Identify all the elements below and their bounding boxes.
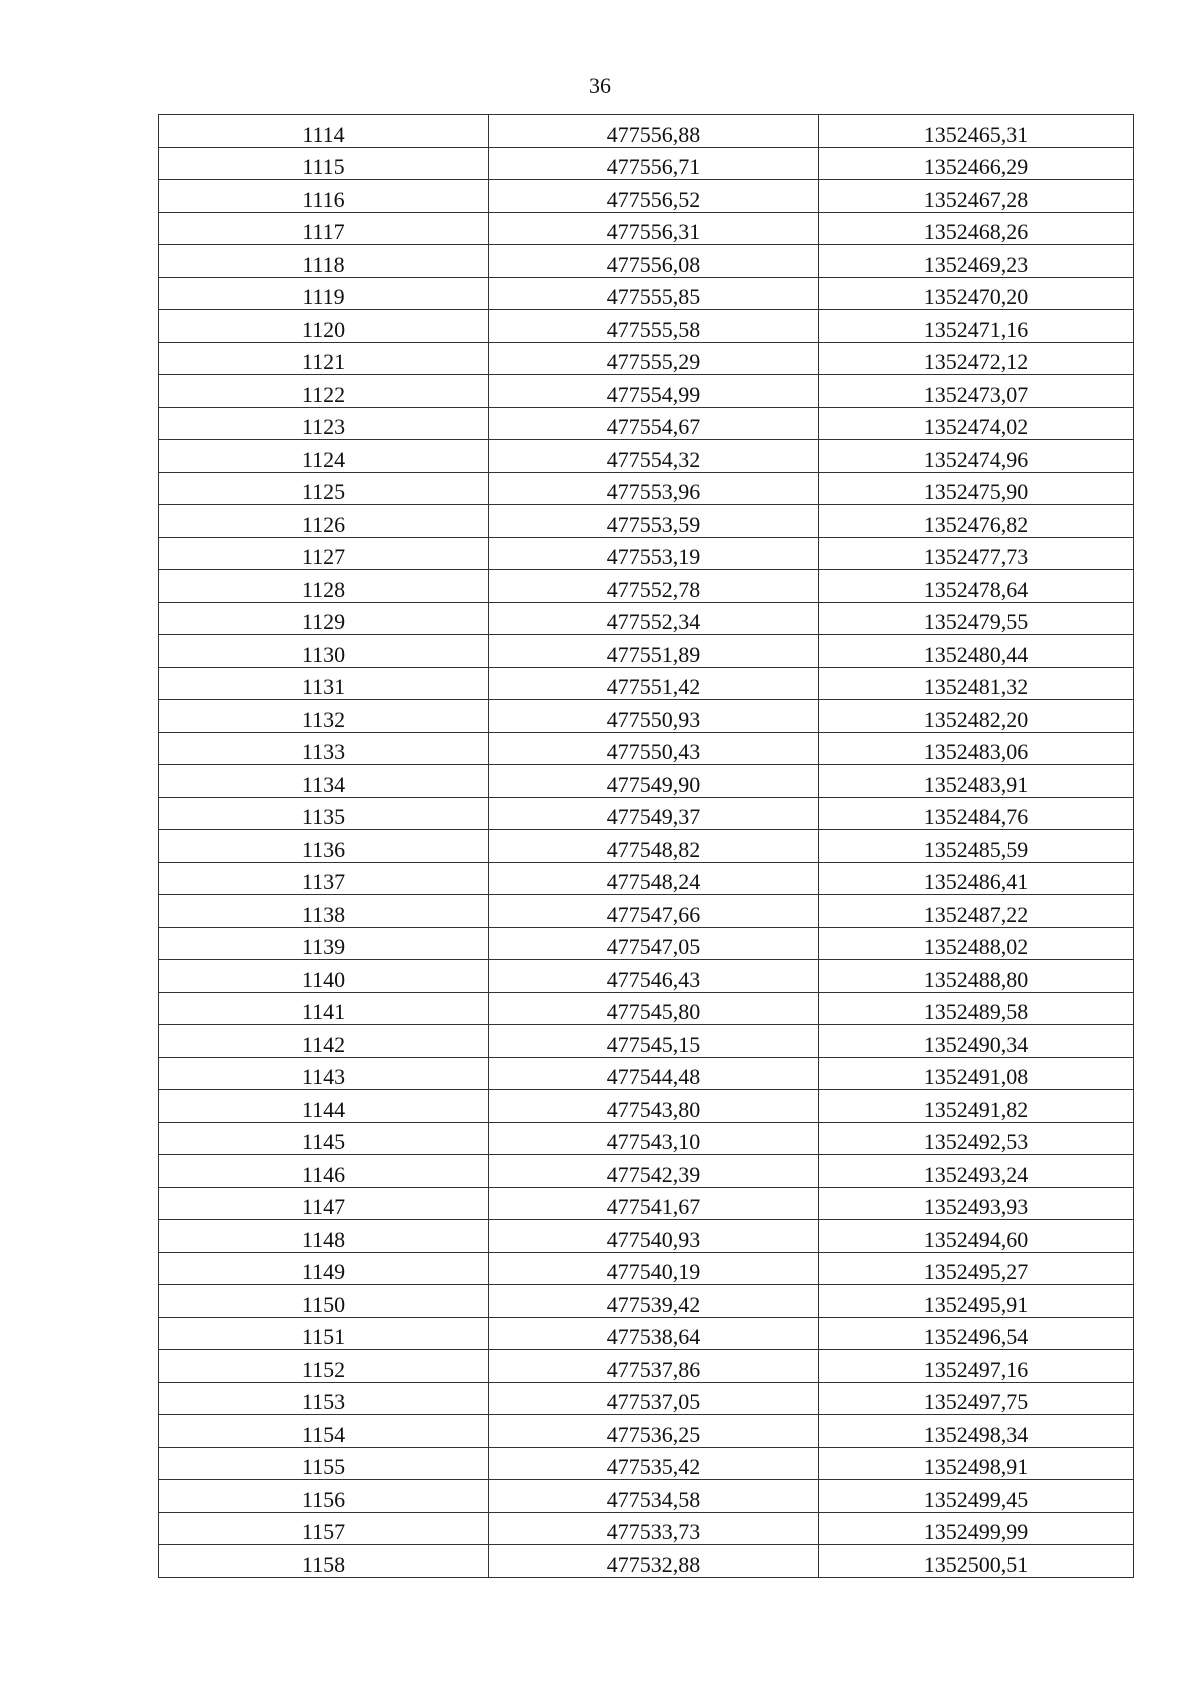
x-coordinate-cell: 477556,52 [489,180,819,213]
x-coordinate-cell: 477540,93 [489,1220,819,1253]
table-row [159,1122,1134,1155]
y-coordinate-cell: 1352485,59 [819,830,1134,863]
y-coordinate-cell: 1352499,99 [819,1512,1134,1545]
point-number-cell: 1145 [159,1122,489,1155]
point-number-cell: 1127 [159,537,489,570]
y-coordinate-cell: 1352465,31 [819,115,1134,148]
x-coordinate-cell: 477536,25 [489,1415,819,1448]
x-coordinate-cell: 477540,19 [489,1252,819,1285]
x-coordinate-cell: 477548,24 [489,862,819,895]
point-number-cell: 1124 [159,440,489,473]
page-number: 36 [589,73,611,98]
point-number-cell: 1123 [159,407,489,440]
point-number-cell: 1138 [159,895,489,928]
y-coordinate-cell: 1352491,82 [819,1090,1134,1123]
x-coordinate-cell: 477547,05 [489,927,819,960]
table-row [159,732,1134,765]
point-number-cell: 1134 [159,765,489,798]
x-coordinate-cell: 477556,71 [489,147,819,180]
table-row [159,147,1134,180]
y-coordinate-cell: 1352493,93 [819,1187,1134,1220]
point-number-cell: 1129 [159,602,489,635]
y-coordinate-cell: 1352469,23 [819,245,1134,278]
y-coordinate-cell: 1352479,55 [819,602,1134,635]
table-row [159,797,1134,830]
x-coordinate-cell: 477546,43 [489,960,819,993]
y-coordinate-cell: 1352494,60 [819,1220,1134,1253]
x-coordinate-cell: 477556,08 [489,245,819,278]
point-number-cell: 1144 [159,1090,489,1123]
coordinates-table-body [159,115,1134,1578]
point-number-cell: 1143 [159,1057,489,1090]
x-coordinate-cell: 477551,89 [489,635,819,668]
y-coordinate-cell: 1352488,02 [819,927,1134,960]
point-number-cell: 1135 [159,797,489,830]
x-coordinate-cell: 477549,90 [489,765,819,798]
y-coordinate-cell: 1352466,29 [819,147,1134,180]
x-coordinate-cell: 477554,67 [489,407,819,440]
table-row [159,895,1134,928]
x-coordinate-cell: 477532,88 [489,1545,819,1578]
table-row [159,212,1134,245]
y-coordinate-cell: 1352500,51 [819,1545,1134,1578]
table-row [159,830,1134,863]
table-row [159,700,1134,733]
y-coordinate-cell: 1352497,16 [819,1350,1134,1383]
x-coordinate-cell: 477544,48 [489,1057,819,1090]
table-row [159,342,1134,375]
x-coordinate-cell: 477550,43 [489,732,819,765]
table-row [159,1545,1134,1578]
x-coordinate-cell: 477534,58 [489,1480,819,1513]
table-row [159,1512,1134,1545]
table-row [159,667,1134,700]
table-row [159,960,1134,993]
table-row [159,635,1134,668]
y-coordinate-cell: 1352471,16 [819,310,1134,343]
table-row [159,180,1134,213]
point-number-cell: 1153 [159,1382,489,1415]
y-coordinate-cell: 1352481,32 [819,667,1134,700]
y-coordinate-cell: 1352492,53 [819,1122,1134,1155]
y-coordinate-cell: 1352498,34 [819,1415,1134,1448]
point-number-cell: 1139 [159,927,489,960]
point-number-cell: 1140 [159,960,489,993]
y-coordinate-cell: 1352493,24 [819,1155,1134,1188]
y-coordinate-cell: 1352486,41 [819,862,1134,895]
y-coordinate-cell: 1352483,91 [819,765,1134,798]
x-coordinate-cell: 477535,42 [489,1447,819,1480]
y-coordinate-cell: 1352491,08 [819,1057,1134,1090]
x-coordinate-cell: 477555,58 [489,310,819,343]
y-coordinate-cell: 1352499,45 [819,1480,1134,1513]
y-coordinate-cell: 1352472,12 [819,342,1134,375]
point-number-cell: 1121 [159,342,489,375]
point-number-cell: 1147 [159,1187,489,1220]
table-row [159,927,1134,960]
table-row [159,992,1134,1025]
table-row [159,1155,1134,1188]
x-coordinate-cell: 477555,29 [489,342,819,375]
table-row [159,1252,1134,1285]
x-coordinate-cell: 477553,96 [489,472,819,505]
point-number-cell: 1115 [159,147,489,180]
y-coordinate-cell: 1352467,28 [819,180,1134,213]
x-coordinate-cell: 477552,78 [489,570,819,603]
y-coordinate-cell: 1352488,80 [819,960,1134,993]
y-coordinate-cell: 1352475,90 [819,472,1134,505]
point-number-cell: 1126 [159,505,489,538]
x-coordinate-cell: 477547,66 [489,895,819,928]
y-coordinate-cell: 1352489,58 [819,992,1134,1025]
point-number-cell: 1152 [159,1350,489,1383]
y-coordinate-cell: 1352482,20 [819,700,1134,733]
x-coordinate-cell: 477548,82 [489,830,819,863]
table-row [159,407,1134,440]
table-row [159,472,1134,505]
table-row [159,1057,1134,1090]
x-coordinate-cell: 477554,99 [489,375,819,408]
x-coordinate-cell: 477545,15 [489,1025,819,1058]
table-row [159,1447,1134,1480]
x-coordinate-cell: 477541,67 [489,1187,819,1220]
x-coordinate-cell: 477545,80 [489,992,819,1025]
x-coordinate-cell: 477533,73 [489,1512,819,1545]
point-number-cell: 1131 [159,667,489,700]
x-coordinate-cell: 477537,86 [489,1350,819,1383]
table-row [159,1285,1134,1318]
y-coordinate-cell: 1352487,22 [819,895,1134,928]
x-coordinate-cell: 477552,34 [489,602,819,635]
y-coordinate-cell: 1352477,73 [819,537,1134,570]
x-coordinate-cell: 477542,39 [489,1155,819,1188]
y-coordinate-cell: 1352483,06 [819,732,1134,765]
point-number-cell: 1137 [159,862,489,895]
x-coordinate-cell: 477550,93 [489,700,819,733]
table-row [159,1350,1134,1383]
point-number-cell: 1155 [159,1447,489,1480]
point-number-cell: 1136 [159,830,489,863]
y-coordinate-cell: 1352476,82 [819,505,1134,538]
table-row [159,310,1134,343]
point-number-cell: 1146 [159,1155,489,1188]
y-coordinate-cell: 1352495,27 [819,1252,1134,1285]
y-coordinate-cell: 1352478,64 [819,570,1134,603]
point-number-cell: 1128 [159,570,489,603]
x-coordinate-cell: 477543,10 [489,1122,819,1155]
point-number-cell: 1120 [159,310,489,343]
table-row [159,375,1134,408]
table-row [159,570,1134,603]
y-coordinate-cell: 1352496,54 [819,1317,1134,1350]
x-coordinate-cell: 477556,88 [489,115,819,148]
point-number-cell: 1150 [159,1285,489,1318]
point-number-cell: 1154 [159,1415,489,1448]
table-row [159,277,1134,310]
point-number-cell: 1130 [159,635,489,668]
point-number-cell: 1151 [159,1317,489,1350]
y-coordinate-cell: 1352480,44 [819,635,1134,668]
table-row [159,1415,1134,1448]
point-number-cell: 1133 [159,732,489,765]
x-coordinate-cell: 477551,42 [489,667,819,700]
table-row [159,1025,1134,1058]
y-coordinate-cell: 1352490,34 [819,1025,1134,1058]
y-coordinate-cell: 1352495,91 [819,1285,1134,1318]
y-coordinate-cell: 1352474,02 [819,407,1134,440]
point-number-cell: 1158 [159,1545,489,1578]
x-coordinate-cell: 477539,42 [489,1285,819,1318]
table-row [159,765,1134,798]
table-row [159,505,1134,538]
table-row [159,115,1134,148]
x-coordinate-cell: 477556,31 [489,212,819,245]
table-row [159,245,1134,278]
point-number-cell: 1119 [159,277,489,310]
table-row [159,440,1134,473]
table-row [159,1317,1134,1350]
point-number-cell: 1122 [159,375,489,408]
point-number-cell: 1132 [159,700,489,733]
point-number-cell: 1114 [159,115,489,148]
table-row [159,537,1134,570]
x-coordinate-cell: 477549,37 [489,797,819,830]
point-number-cell: 1156 [159,1480,489,1513]
point-number-cell: 1116 [159,180,489,213]
coordinates-table [158,114,1134,1578]
table-row [159,1480,1134,1513]
x-coordinate-cell: 477537,05 [489,1382,819,1415]
point-number-cell: 1117 [159,212,489,245]
point-number-cell: 1157 [159,1512,489,1545]
x-coordinate-cell: 477555,85 [489,277,819,310]
table-row [159,1220,1134,1253]
y-coordinate-cell: 1352470,20 [819,277,1134,310]
x-coordinate-cell: 477543,80 [489,1090,819,1123]
y-coordinate-cell: 1352498,91 [819,1447,1134,1480]
x-coordinate-cell: 477553,59 [489,505,819,538]
table-row [159,1090,1134,1123]
y-coordinate-cell: 1352473,07 [819,375,1134,408]
y-coordinate-cell: 1352468,26 [819,212,1134,245]
table-row [159,1382,1134,1415]
x-coordinate-cell: 477538,64 [489,1317,819,1350]
y-coordinate-cell: 1352474,96 [819,440,1134,473]
x-coordinate-cell: 477554,32 [489,440,819,473]
point-number-cell: 1125 [159,472,489,505]
y-coordinate-cell: 1352484,76 [819,797,1134,830]
table-row [159,602,1134,635]
table-row [159,1187,1134,1220]
point-number-cell: 1142 [159,1025,489,1058]
point-number-cell: 1148 [159,1220,489,1253]
x-coordinate-cell: 477553,19 [489,537,819,570]
y-coordinate-cell: 1352497,75 [819,1382,1134,1415]
point-number-cell: 1149 [159,1252,489,1285]
point-number-cell: 1118 [159,245,489,278]
table-row [159,862,1134,895]
point-number-cell: 1141 [159,992,489,1025]
